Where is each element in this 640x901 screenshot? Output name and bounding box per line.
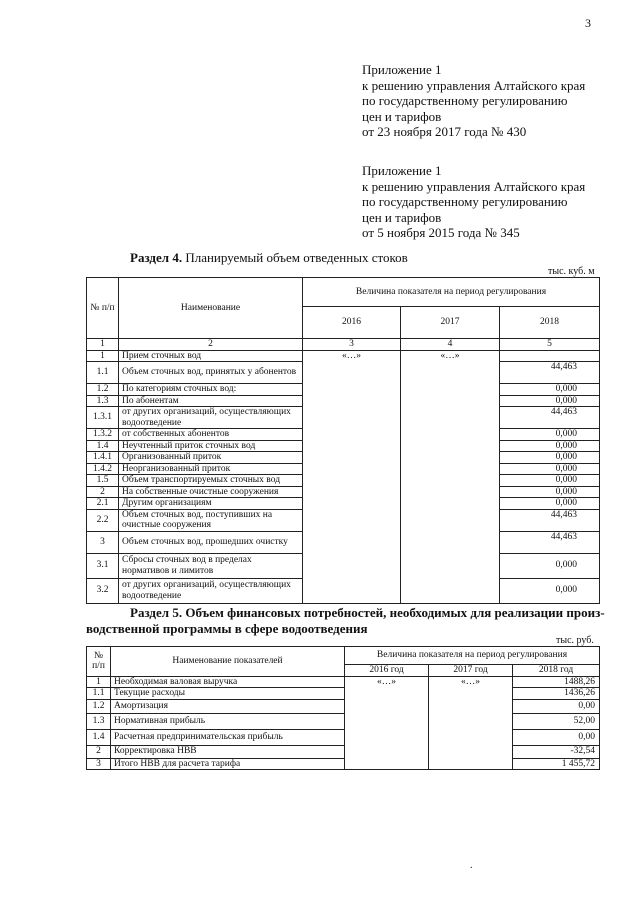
row-name: Неучтенный приток сточных вод: [119, 440, 303, 452]
row-name: от других организаций, осуществляющих водоотведение: [119, 407, 303, 429]
row-name: Корректировка НВВ: [111, 745, 345, 758]
table-row: [87, 758, 600, 770]
header-2017: 2017: [401, 307, 500, 339]
header-period: Величина показателя на период регулирования: [303, 278, 600, 307]
footer-mark: .: [470, 860, 473, 871]
row-name: Итого НВВ для расчета тарифа: [111, 758, 345, 770]
header-2018: 2018: [500, 307, 600, 339]
row-name: По абонентам: [119, 395, 303, 407]
appendix-line: от 5 ноября 2015 года № 345: [362, 225, 520, 240]
row-num: 1.1: [87, 688, 111, 700]
row-value: 44,463: [500, 531, 600, 553]
row-name: Неорганизованный приток: [119, 463, 303, 475]
row-value: 44,463: [500, 362, 600, 384]
row-name: На собственные очистные сооружения: [119, 486, 303, 498]
row-name: Прием сточных вод: [119, 350, 303, 362]
row-value: -32,54: [513, 745, 600, 758]
row-num: 1.3: [87, 713, 111, 729]
row-name: Объем транспортируемых сточных вод: [119, 475, 303, 487]
row-value: 1436,26: [513, 688, 600, 700]
appendix-previous: [362, 163, 585, 241]
col-number: 5: [500, 339, 600, 351]
header-2016: 2016 год: [345, 665, 429, 677]
row-num: 1.3.2: [87, 429, 119, 441]
row-value: 0,000: [500, 578, 600, 603]
header-num: № п/п: [87, 278, 119, 339]
row-name: Амортизация: [111, 699, 345, 713]
header-name: Наименование показателей: [111, 647, 345, 677]
row-value: 1 455,72: [513, 758, 600, 770]
section4-table: [86, 277, 600, 604]
row-value: 0,000: [500, 440, 600, 452]
table-row: [87, 699, 600, 713]
appendix-line: по государственному регулированию: [362, 194, 568, 209]
row-value: 0,00: [513, 699, 600, 713]
row-value: 44,463: [500, 509, 600, 531]
row-num: 1.4: [87, 440, 119, 452]
row-name: от собственных абонентов: [119, 429, 303, 441]
col-number: 2: [119, 339, 303, 351]
row-name: По категориям сточных вод:: [119, 384, 303, 396]
appendix-line: от 23 ноября 2017 года № 430: [362, 124, 527, 139]
row-value: 0,000: [500, 475, 600, 487]
merged-2017: «…»: [401, 350, 500, 603]
section4-title-bold: Раздел 4.: [130, 250, 183, 265]
section5-title: [130, 605, 605, 621]
row-num: 2: [87, 745, 111, 758]
row-name: Организованный приток: [119, 452, 303, 464]
col-number: 4: [401, 339, 500, 351]
row-num: 1.4.1: [87, 452, 119, 464]
header-period: Величина показателя на период регулирования: [345, 647, 600, 665]
section5-units: тыс. руб.: [556, 635, 594, 646]
row-num: 1.4.2: [87, 463, 119, 475]
row-value: 0,000: [500, 498, 600, 510]
row-name: Сбросы сточных вод в пределах нормативов и лимитов: [119, 553, 303, 578]
row-num: 3.2: [87, 578, 119, 603]
appendix-line: по государственному регулированию: [362, 93, 568, 108]
row-value: 0,00: [513, 729, 600, 745]
row-num: 1.3.1: [87, 407, 119, 429]
row-name: Текущие расходы: [111, 688, 345, 700]
row-name: Другим организациям: [119, 498, 303, 510]
table-row: [87, 713, 600, 729]
row-value: 0,000: [500, 486, 600, 498]
section5-table: [86, 646, 600, 770]
table-row: [87, 676, 600, 688]
appendix-line: цен и тарифов: [362, 108, 442, 124]
row-num: 1.2: [87, 699, 111, 713]
section4-title: [130, 250, 408, 266]
row-num: 3: [87, 758, 111, 770]
row-num: 3: [87, 531, 119, 553]
row-num: 1: [87, 350, 119, 362]
row-value: 1488,26: [513, 676, 600, 688]
section5-title-part: Объем финансовых потребностей, необходимых для реализации произ-: [182, 605, 605, 620]
row-num: 3.1: [87, 553, 119, 578]
row-name: Расчетная предпринимательская прибыль: [111, 729, 345, 745]
row-value: [500, 350, 600, 362]
table-row: [87, 745, 600, 758]
row-num: 2.1: [87, 498, 119, 510]
table-row: [87, 729, 600, 745]
page-number: 3: [585, 16, 591, 30]
appendix-line: цен и тарифов: [362, 209, 442, 225]
row-value: 0,000: [500, 384, 600, 396]
row-name: Объем сточных вод, принятых у абонентов: [119, 362, 303, 384]
merged-2016: «…»: [303, 350, 401, 603]
row-name: от других организаций, осуществляющих водоотведение: [119, 578, 303, 603]
row-value: 0,000: [500, 463, 600, 475]
row-value: 0,000: [500, 395, 600, 407]
row-value: 0,000: [500, 452, 600, 464]
table-row: [87, 688, 600, 700]
col-number: 3: [303, 339, 401, 351]
row-value: 44,463: [500, 407, 600, 429]
row-num: 1.3: [87, 395, 119, 407]
row-value: 52,00: [513, 713, 600, 729]
row-num: 2.2: [87, 509, 119, 531]
row-num: 1.1: [87, 362, 119, 384]
header-2017: 2017 год: [429, 665, 513, 677]
table-row: [87, 350, 600, 362]
appendix-line: Приложение 1: [362, 163, 442, 178]
section5-title-part: Раздел 5.: [130, 605, 183, 620]
header-2016: 2016: [303, 307, 401, 339]
row-name: Нормативная прибыль: [111, 713, 345, 729]
header-2018: 2018 год: [513, 665, 600, 677]
row-num: 1: [87, 676, 111, 688]
row-value: 0,000: [500, 429, 600, 441]
section4-title-rest: Планируемый объем отведенных стоков: [182, 250, 408, 265]
header-num: № п/п: [87, 647, 111, 677]
appendix-line: к решению управления Алтайского края: [362, 77, 586, 93]
merged-2016: «…»: [345, 676, 429, 770]
col-number: 1: [87, 339, 119, 351]
row-name: Необходимая валовая выручка: [111, 676, 345, 688]
merged-2017: «…»: [429, 676, 513, 770]
row-name: Объем сточных вод, поступивших на очистные сооружения: [119, 509, 303, 531]
row-value: 0,000: [500, 553, 600, 578]
appendix-line: Приложение 1: [362, 62, 442, 77]
appendix-current: [362, 62, 585, 140]
appendix-line: к решению управления Алтайского края: [362, 178, 586, 194]
section5-title-line2: водственной программы в сфере водоотведения: [86, 621, 368, 636]
row-num: 1.4: [87, 729, 111, 745]
row-num: 1.5: [87, 475, 119, 487]
section4-units: тыс. куб. м: [548, 266, 595, 277]
row-num: 1.2: [87, 384, 119, 396]
row-num: 2: [87, 486, 119, 498]
row-name: Объем сточных вод, прошедших очистку: [119, 531, 303, 553]
header-name: Наименование: [119, 278, 303, 339]
